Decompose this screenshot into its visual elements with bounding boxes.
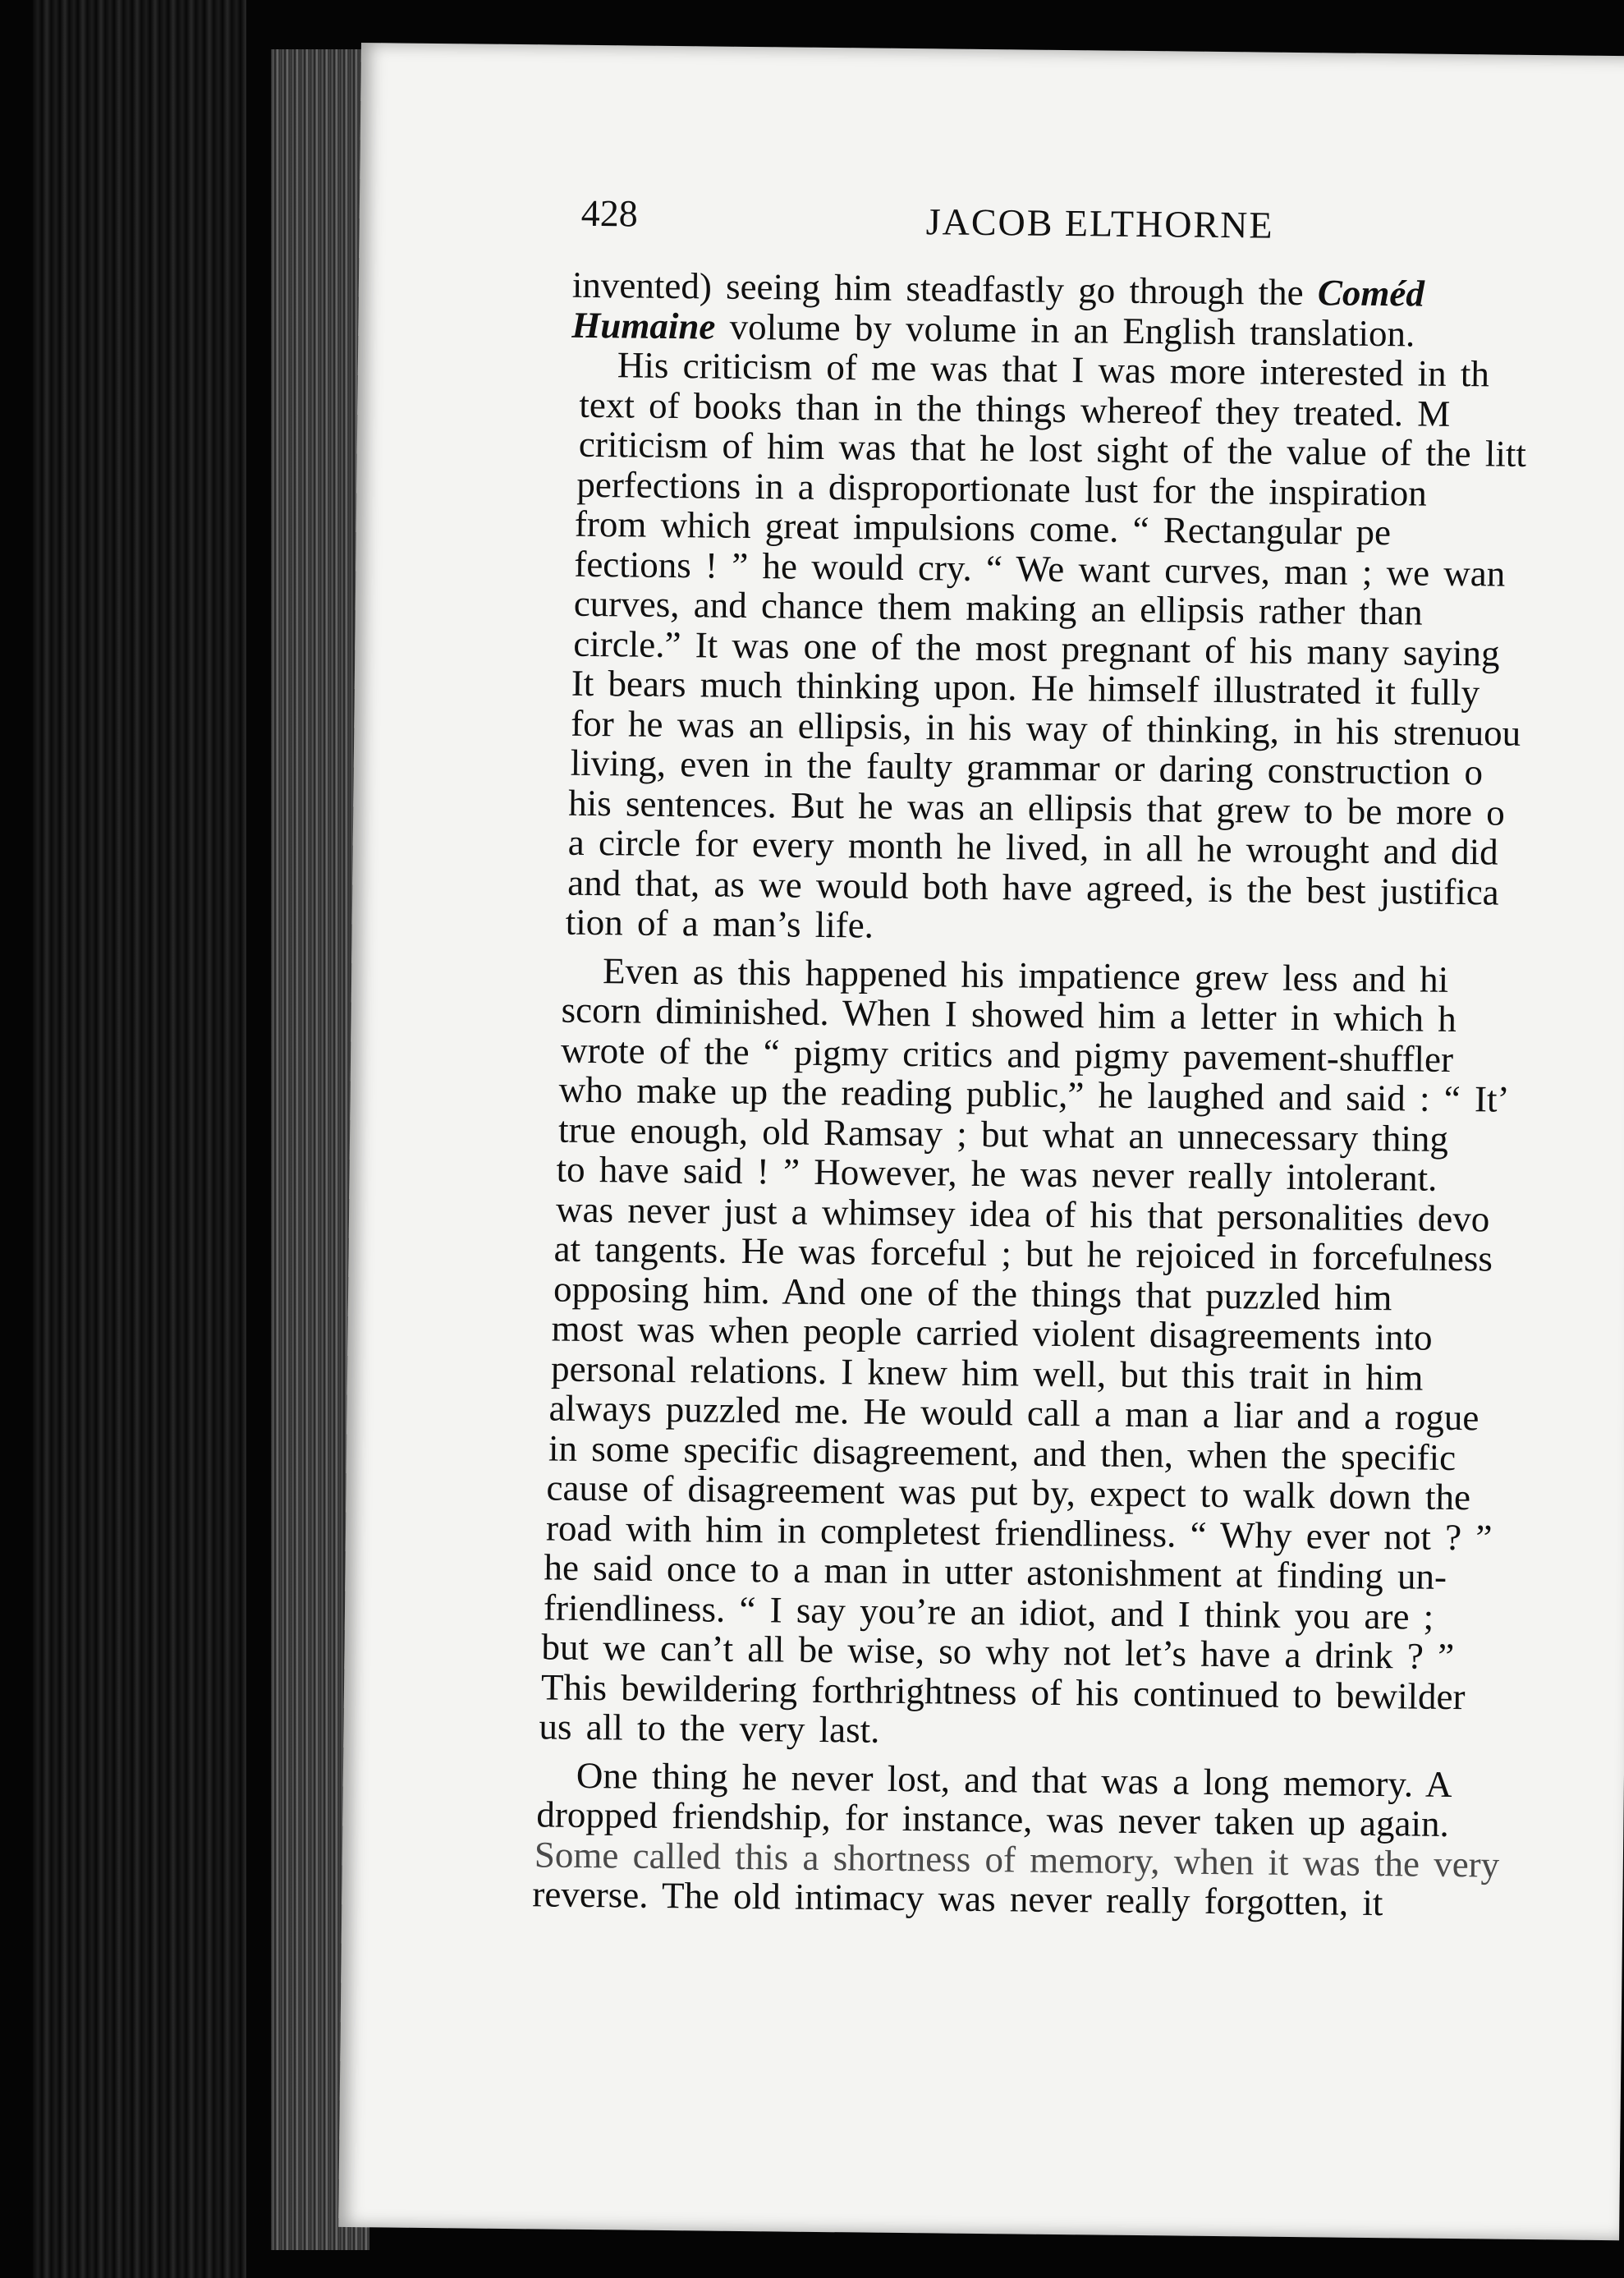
book-title: JACOB ELTHORNE — [925, 200, 1274, 246]
text-line-content: and that, as we would both have agreed, is the best justifica — [567, 861, 1499, 913]
running-head — [580, 191, 1624, 261]
book-edge-shadow — [33, 0, 246, 2278]
text-line-content: tion of a man’s life. — [565, 901, 874, 946]
text-line-content: road with him in completest friendliness. “ Why ever not ? ” — [545, 1506, 1493, 1559]
text-line-content: dropped friendship, for instance, was never taken up again. — [536, 1793, 1450, 1844]
text-line-content: was never just a whimsey idea of his that personalities devo — [555, 1188, 1490, 1239]
body-text — [532, 264, 1624, 1927]
text-line-content: One thing he never lost, and that was a long memory. A — [576, 1754, 1452, 1805]
text-line-content: but we can’t all be wise, so why not let’s have a drink ? ” — [541, 1626, 1455, 1678]
text-line-content: who make up the reading public,” he laughed and said : “ It’ — [558, 1068, 1510, 1120]
page-number: 428 — [580, 191, 639, 235]
text-line-content: fections ! ” he would cry. “ We want curves, man ; we wan — [574, 543, 1506, 595]
text-line-content: his sentences. But he was an ellipsis that grew to be more o — [568, 782, 1506, 834]
text-line-content: curves, and chance them making an ellipsis rather than — [573, 582, 1423, 633]
text-line-content: Some called this a shortness of memory, when it was the very — [534, 1833, 1500, 1885]
text-line-content: most was when people carried violent disagreements into — [551, 1307, 1433, 1358]
italic-title-text: Coméd — [1317, 272, 1425, 315]
text-line-content: circle.” It was one of the most pregnant of his many saying — [573, 622, 1500, 674]
text-line-content: scorn diminished. When I showed him a letter in which h — [561, 989, 1457, 1040]
text-line-content: from which great impulsions come. “ Rectangular pe — [574, 503, 1392, 553]
text-line-content: criticism of him was that he lost sight of the value of the litt — [578, 423, 1527, 475]
text-line-content: perfections in a disproportionate lust for the inspiration — [576, 463, 1428, 514]
text-line-content: His criticism of me was that I was more interested in th — [617, 344, 1490, 395]
text-line-content: It bears much thinking upon. He himself illustrated it fully — [571, 662, 1480, 714]
text-line-content: reverse. The old intimacy was never really forgotten, it — [532, 1873, 1383, 1924]
text-line-content: true enough, old Ramsay ; but what an unnecessary thing — [557, 1109, 1449, 1160]
text-line-content: a circle for every month he lived, in all he wrought and did — [567, 821, 1498, 873]
italic-title-text: Humaine — [571, 304, 716, 347]
text-line-content: us all to the very last. — [539, 1706, 880, 1751]
text-line-content: text of books than in the things whereof they treated. M — [579, 383, 1451, 434]
text-line-content: This bewildering forthrightness of his continued to bewilder — [540, 1665, 1466, 1717]
book-page — [338, 43, 1624, 2240]
text-line-content: in some specific disagreement, and then, when the specific — [548, 1426, 1457, 1478]
text-line-content: to have said ! ” However, he was never really intolerant. — [556, 1148, 1438, 1199]
text-line-continuation: volume by volume in an English translation. — [715, 305, 1415, 354]
text-line-content: cause of disagreement was put by, expect to walk down the — [546, 1467, 1471, 1518]
text-line-content: for he was an ellipsis, in his way of thinking, in his strenuou — [571, 702, 1521, 754]
text-line-content: personal relations. I knew him well, but this trait in him — [550, 1348, 1424, 1398]
text-line-content: opposing him. And one of the things that puzzled him — [553, 1268, 1392, 1318]
text-line-content: living, even in the faulty grammar or daring construction o — [570, 742, 1484, 793]
text-line-content: Even as this happened his impatience grew less and hi — [602, 949, 1449, 1000]
text-line-content: he said once to a man in utter astonishment at finding un- — [544, 1546, 1447, 1597]
text-line-content: friendliness. “ I say you’re an idiot, and I think you are ; — [543, 1586, 1434, 1637]
text-line-content: always puzzled me. He would call a man a liar and a rogue — [548, 1387, 1479, 1439]
text-line-content: invented) seeing him steadfastly go through the — [571, 264, 1319, 314]
text-line-content: at tangents. He was forceful ; but he rejoiced in forcefulness — [553, 1228, 1493, 1279]
text-line-content: wrote of the “ pigmy critics and pigmy pavement-shuffler — [560, 1029, 1454, 1080]
